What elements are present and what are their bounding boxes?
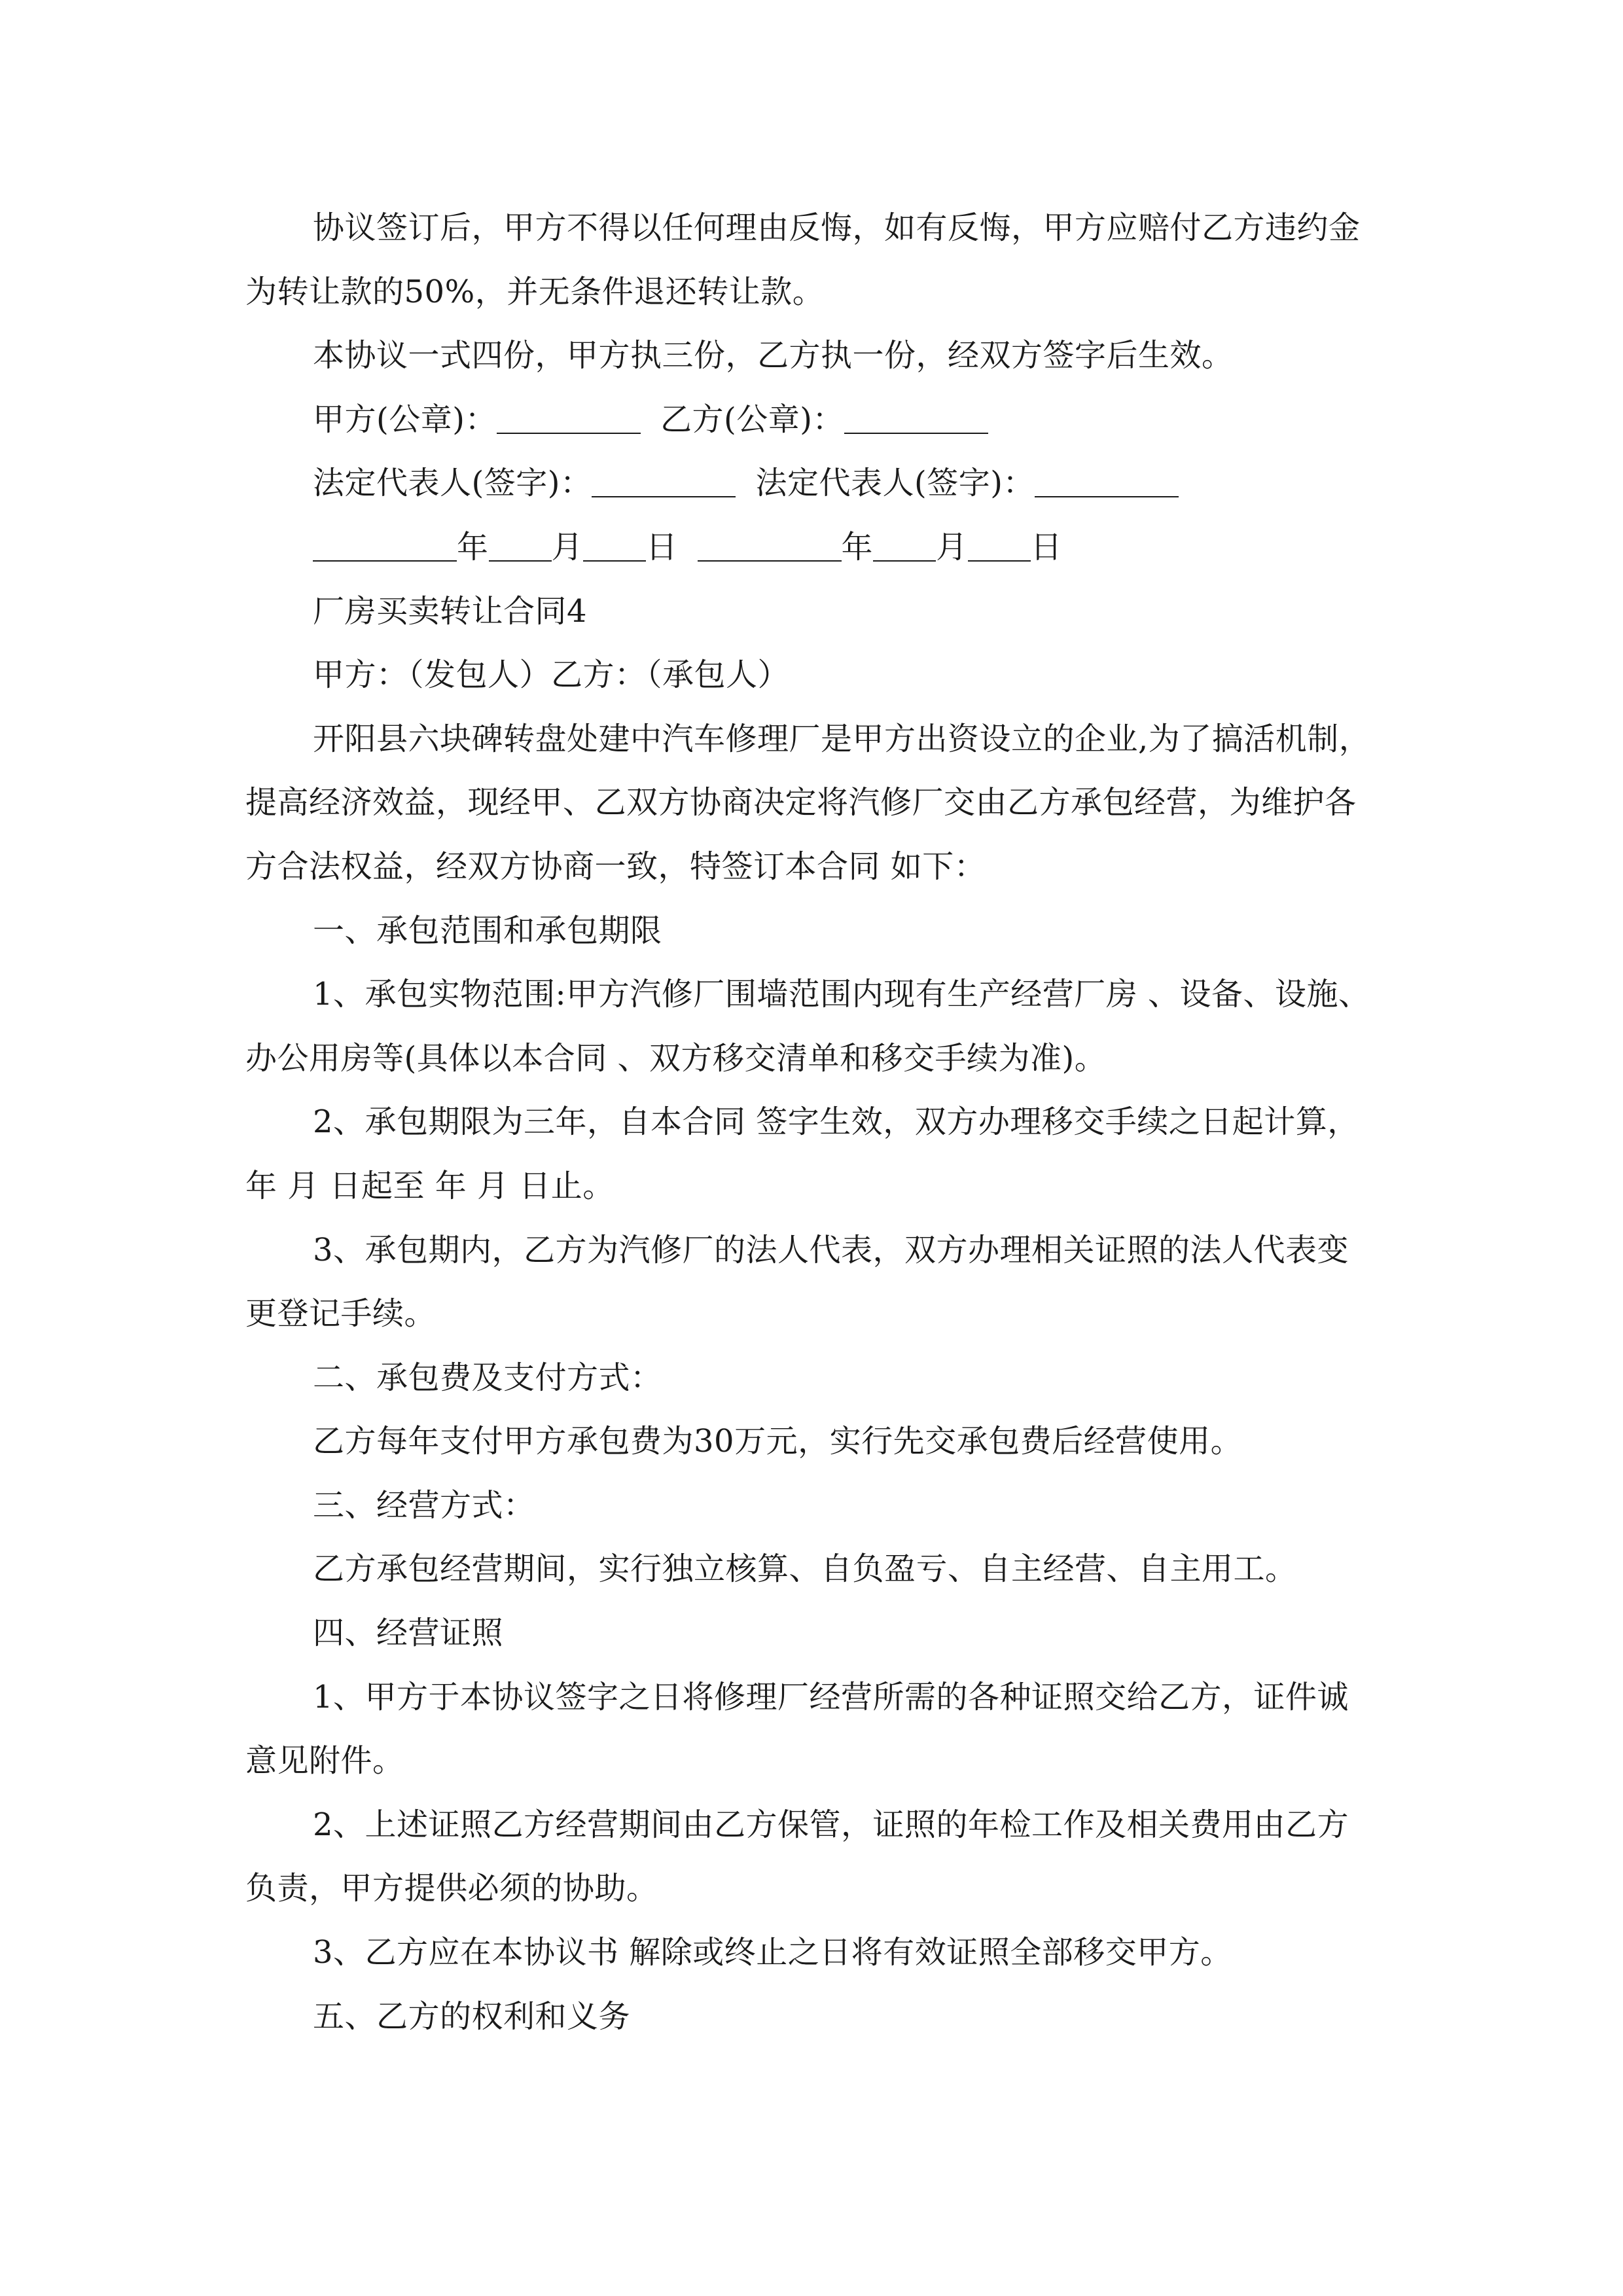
party-b-rep-blank [1035, 470, 1179, 497]
day-label: 日 [646, 528, 678, 565]
month-blank [873, 534, 936, 562]
party-b-seal-label: 乙方(公章)： [660, 401, 844, 438]
year-blank [313, 534, 457, 562]
month-label: 月 [936, 528, 968, 565]
year-label: 年 [841, 528, 874, 565]
paragraph-line: 2、上述证照乙方经营期间由乙方保管，证照的年检工作及相关费用由乙方 [313, 1806, 1349, 1843]
signature-rep-row [245, 452, 1387, 516]
party-a-rep-blank [592, 470, 736, 497]
paragraph-line: 本协议一式四份，甲方执三份，乙方执一份，经双方签字后生效。 [313, 337, 1234, 374]
paragraph-line: 3、乙方应在本协议书 解除或终止之日将有效证照全部移交甲方。 [313, 1934, 1232, 1971]
contract-parties: 甲方：（发包人）乙方：（承包人） [313, 656, 790, 694]
year-label: 年 [457, 528, 489, 565]
section-title: 四、经营证照 [313, 1615, 504, 1652]
paragraph-line: 乙方每年支付甲方承包费为30万元，实行先交承包费后经营使用。 [313, 1423, 1243, 1460]
date-row [245, 516, 1387, 580]
day-blank [583, 534, 646, 562]
paragraph-line: 1、承包实物范围:甲方汽修厂围墙范围内现有生产经营厂房 、设备、设施、 [313, 976, 1370, 1013]
month-label: 月 [551, 528, 584, 565]
paragraph-line: 意见附件。 [245, 1742, 404, 1780]
party-a-rep-label: 法定代表人(签字)： [313, 465, 592, 502]
section-title: 一、承包范围和承包期限 [313, 912, 662, 949]
month-blank [489, 534, 552, 562]
signature-seal-row [245, 388, 1387, 452]
paragraph-line: 3、承包期内，乙方为汽修厂的法人代表，双方办理相关证照的法人代表变 [313, 1231, 1349, 1268]
document-page [245, 196, 1387, 2049]
paragraph-line: 更登记手续。 [245, 1295, 437, 1333]
paragraph-line: 年 月 日起至 年 月 日止。 [245, 1167, 615, 1204]
paragraph-line: 提高经济效益，现经甲、乙双方协商决定将汽修厂交由乙方承包经营，为维护各 [245, 784, 1357, 821]
year-blank [698, 534, 842, 562]
paragraph-line: 1、甲方于本协议签字之日将修理厂经营所需的各种证照交给乙方，证件诚 [313, 1678, 1349, 1715]
party-a-seal-label: 甲方(公章)： [313, 401, 497, 438]
day-blank [968, 534, 1031, 562]
paragraph-line: 负责，甲方提供必须的协助。 [245, 1870, 658, 1907]
paragraph-line: 办公用房等(具体以本合同 、双方移交清单和移交手续为准)。 [245, 1039, 1107, 1077]
section-title: 三、经营方式： [313, 1486, 535, 1524]
section-title: 五、乙方的权利和义务 [313, 1998, 631, 2035]
contract-heading: 厂房买卖转让合同4 [313, 592, 588, 630]
party-a-seal-blank [497, 406, 641, 434]
section-title: 二、承包费及支付方式： [313, 1359, 662, 1396]
paragraph-line: 方合法权益，经双方协商一致，特签订本合同 如下： [245, 848, 986, 885]
party-b-rep-label: 法定代表人(签字)： [755, 465, 1035, 502]
paragraph-line: 2、承包期限为三年，自本合同 签字生效，双方办理移交手续之日起计算， [313, 1103, 1359, 1141]
paragraph-line: 为转让款的50%，并无条件退还转让款。 [245, 273, 825, 310]
party-b-seal-blank [844, 406, 988, 434]
paragraph-line: 乙方承包经营期间，实行独立核算、自负盈亏、自主经营、自主用工。 [313, 1551, 1297, 1588]
paragraph-line: 开阳县六块碑转盘处建中汽车修理厂是甲方出资设立的企业,为了搞活机制， [313, 720, 1371, 757]
paragraph-line: 协议签订后，甲方不得以任何理由反悔，如有反悔，甲方应赔付乙方违约金 [313, 209, 1361, 246]
day-label: 日 [1030, 528, 1063, 565]
